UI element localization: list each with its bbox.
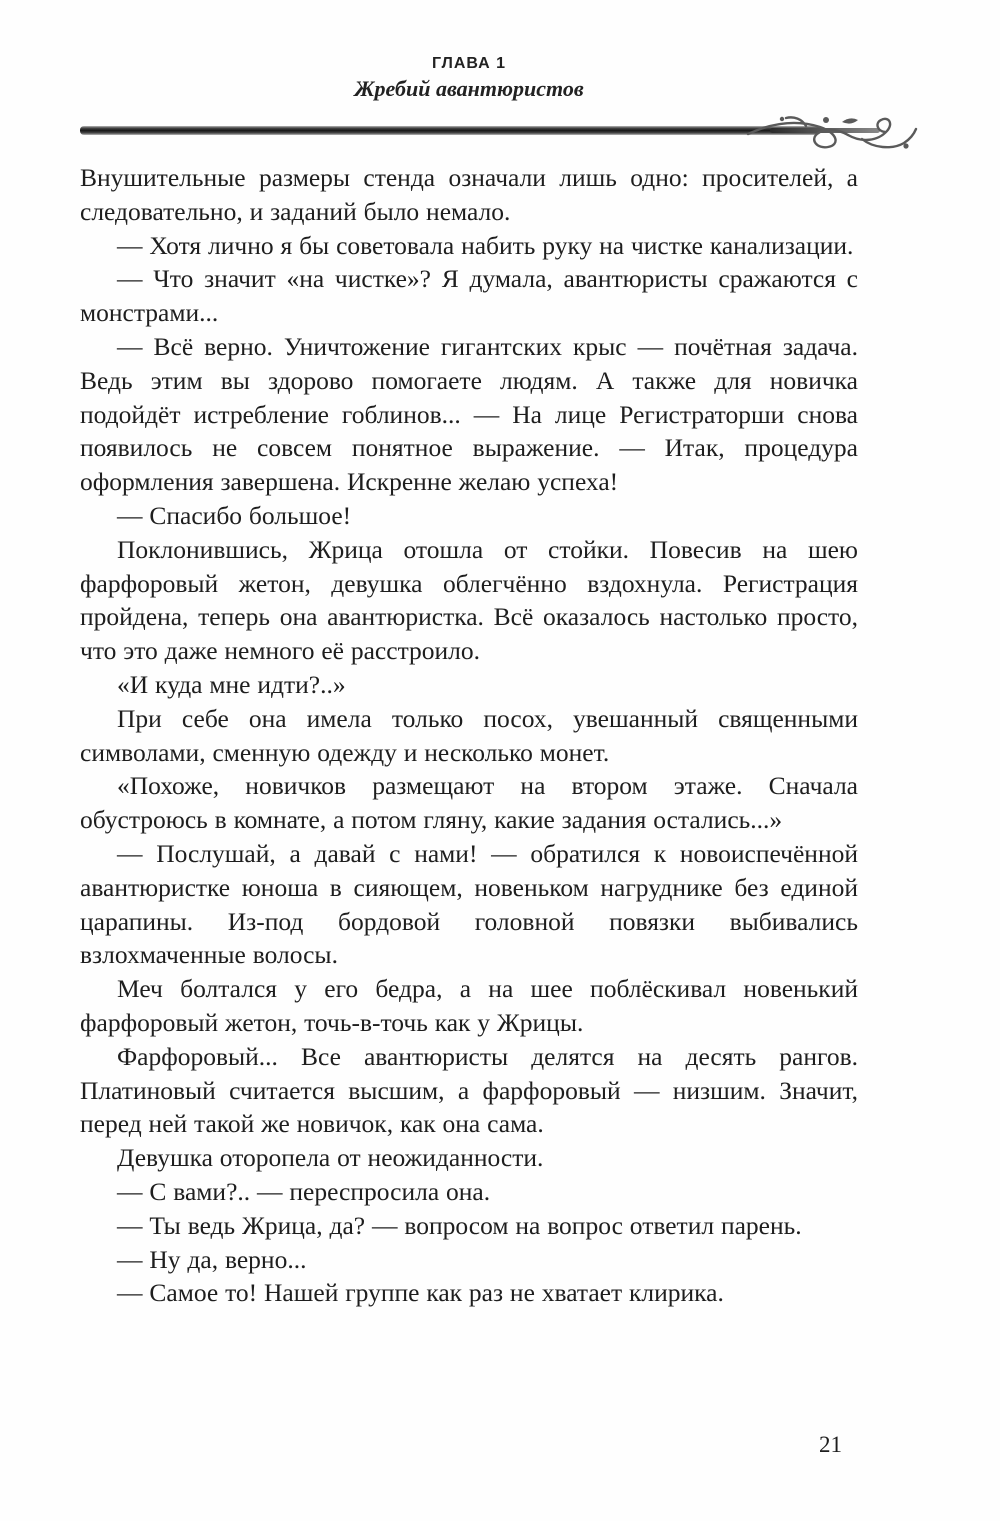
body-paragraph: Девушка оторопела от неожиданности. (117, 1143, 544, 1173)
body-paragraph: При себе она имела только посох, увешанный священными символами, сменную одежду и несколько монет. (80, 703, 858, 767)
body-paragraph: — Ты ведь Жрица, да? — вопросом на вопрос ответил парень. (117, 1210, 802, 1240)
chapter-header (80, 55, 858, 102)
body-paragraph: «Похоже, новичков размещают на втором этаже. Сначала обустроюсь в комнате, а потом гляну, какие задания остались...» (80, 771, 858, 835)
body-paragraph: — Ну да, верно... (117, 1244, 307, 1274)
body-text (80, 161, 858, 1310)
body-paragraph: Фарфоровый... Все авантюристы делятся на десять рангов. Платиновый считается высшим, а фарфоровый — низшим. Значит, перед ней такой же новичок, как она сама. (80, 1041, 858, 1139)
chapter-number-label: ГЛАВА 1 (431, 55, 507, 72)
body-paragraph: — Что значит «на чистке»? Я думала, авантюристы сражаются с монстрами... (80, 264, 858, 328)
flourish-ornament-icon (746, 110, 922, 154)
body-paragraph: «И куда мне идти?..» (117, 669, 346, 699)
body-paragraph: — Послушай, а давай с нами! — обратился к новоиспечённой авантюристке юноша в сияющем, новеньком нагруднике без единой царапины. Из-под бордовой головной повязки выбивались взлохмаченные волосы. (80, 838, 858, 970)
decorative-rule (80, 118, 858, 144)
body-paragraph: Внушительные размеры стенда означали лишь одно: просителей, а следовательно, и заданий было немало. (80, 163, 858, 226)
body-paragraph: — Спасибо большое! (117, 500, 352, 530)
body-paragraph: — Всё верно. Уничтожение гигантских крыс — почётная задача. Ведь этим вы здорово помогаете людям. А также для новичка подойдёт истребление гоблинов... — На лице Регистраторши снова появилось не совсем понятное выражение. — Итак, процедура оформления завершена. Искренне желаю успеха! (80, 331, 858, 497)
chapter-title: Жребий авантюристов (354, 76, 584, 101)
body-paragraph: — Хотя лично я бы советовала набить руку на чистке канализации. (117, 230, 854, 260)
body-paragraph: — Самое то! Нашей группе как раз не хватает клирика. (117, 1278, 724, 1308)
rule-bar (80, 126, 820, 135)
body-paragraph: Поклонившись, Жрица отошла от стойки. Повесив на шею фарфоровый жетон, девушка облегчённо вздохнула. Регистрация пройдена, теперь она авантюристка. Всё оказалось настолько просто, что это даже немного её расстроило. (80, 534, 858, 666)
page-number: 21 (819, 1432, 842, 1457)
body-paragraph: — С вами?.. — переспросила она. (117, 1176, 491, 1206)
body-paragraph: Меч болтался у его бедра, а на шее поблёскивал новенький фарфоровый жетон, точь-в-точь как у Жрицы. (80, 974, 858, 1037)
